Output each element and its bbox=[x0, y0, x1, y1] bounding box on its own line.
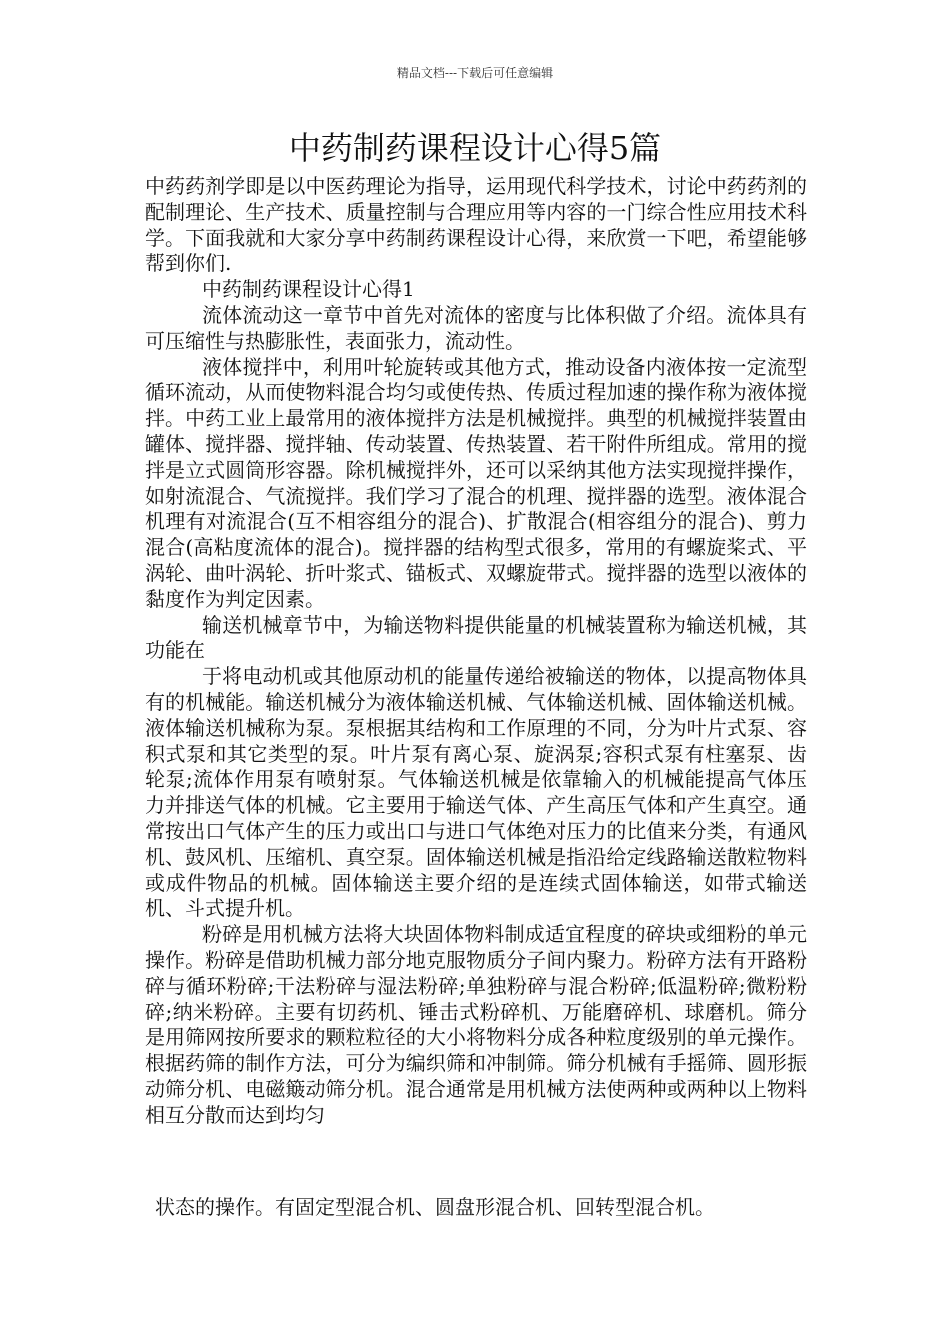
document-title: 中药制药课程设计心得5篇 bbox=[288, 129, 662, 167]
paragraph-stirring: 液体搅拌中，利用叶轮旋转或其他方式，推动设备内液体按一定流型循环流动，从而使物料混合均匀或使传热、传质过程加速的操作称为液体搅拌。中药工业上最常用的液体搅拌方法是机械搅拌。典型的机械搅拌装置由罐体、搅拌器、搅拌轴、传动装置、传热装置、若干附件所组成。常用的搅拌是立式圆筒形容器。除机械搅拌外，还可以采纳其他方法实现搅拌操作，如射流混合、气流搅拌。我们学习了混合的机理、搅拌器的选型。液体混合机理有对流混合(互不相容组分的混合)、扩散混合(相容组分的混合)、剪力混合(高粘度流体的混合)。搅拌器的结构型式很多，常用的有螺旋桨式、平涡轮、曲叶涡轮、折叶浆式、锚板式、双螺旋带式。搅拌器的选型以液体的黏度作为判定因素。 bbox=[145, 354, 807, 611]
paragraph-crushing: 粉碎是用机械方法将大块固体物料制成适宜程度的碎块或细粉的单元操作。粉碎是借助机械力部分地克服物质分子间内聚力。粉碎方法有开路粉碎与循环粉碎;干法粉碎与湿法粉碎;单独粉碎与混合粉碎;低温粉碎;微粉粉碎;纳米粉碎。主要有切药机、锤击式粉碎机、万能磨碎机、球磨机。筛分是用筛网按所要求的颗粒粒径的大小将物料分成各种粒度级别的单元操作。根据药筛的制作方法，可分为编织筛和冲制筛。筛分机械有手摇筛、圆形振动筛分机、电磁簸动筛分机。混合通常是用机械方法使两种或两种以上物料相互分散而达到均匀 bbox=[145, 922, 807, 1127]
section-heading: 中药制药课程设计心得1 bbox=[202, 277, 415, 302]
paragraph-fluid: 流体流动这一章节中首先对流体的密度与比体积做了介绍。流体具有可压缩性与热膨胀性，表面张力，流动性。 bbox=[145, 302, 807, 353]
page-header: 精品文档---下载后可任意编辑 bbox=[396, 66, 554, 80]
document-body bbox=[145, 174, 807, 1128]
paragraph-intro: 中药药剂学即是以中医药理论为指导，运用现代科学技术，讨论中药药剂的配制理论、生产技术、质量控制与合理应用等内容的一门综合性应用技术科学。下面我就和大家分享中药制药课程设计心得，来欣赏一下吧，希望能够帮到你们. bbox=[145, 174, 807, 276]
paragraph-tail: 状态的操作。有固定型混合机、圆盘形混合机、回转型混合机。 bbox=[155, 1195, 715, 1219]
paragraph-conveying-intro: 输送机械章节中，为输送物料提供能量的机械装置称为输送机械，其功能在 bbox=[145, 612, 807, 663]
paragraph-conveying: 于将电动机或其他原动机的能量传递给被输送的物体，以提高物体具有的机械能。输送机械分为液体输送机械、气体输送机械、固体输送机械。液体输送机械称为泵。泵根据其结构和工作原理的不同，分为叶片式泵、容积式泵和其它类型的泵。叶片泵有离心泵、旋涡泵;容积式泵有柱塞泵、齿轮泵;流体作用泵有喷射泵。气体输送机械是依靠输入的机械能提高气体压力并排送气体的机械。它主要用于输送气体、产生高压气体和产生真空。通常按出口气体产生的压力或出口与进口气体绝对压力的比值来分类，有通风机、鼓风机、压缩机、真空泵。固体输送机械是指沿给定线路输送散粒物料或成件物品的机械。固体输送主要介绍的是连续式固体输送，如带式输送机、斗式提升机。 bbox=[145, 664, 807, 921]
